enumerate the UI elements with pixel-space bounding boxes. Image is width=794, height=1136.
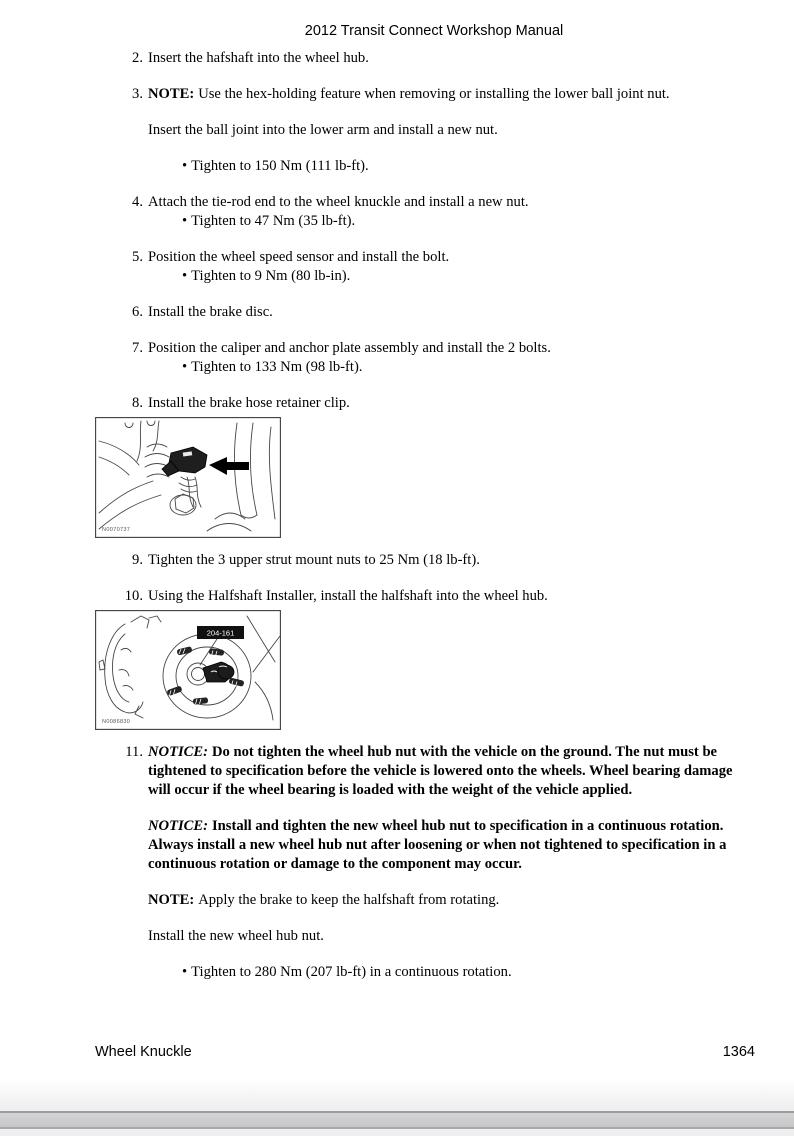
line-art-illustration [95,610,281,730]
step-number: 8. [132,395,143,411]
viewer-page-separator [0,1110,794,1136]
page-bottom-shadow [0,1078,794,1110]
step-text: Position the caliper and anchor plate assembly and install the 2 bolts. [148,340,551,356]
note-text: Apply the brake to keep the halfshaft from rotating. [198,892,500,908]
paragraph-ball-joint: Insert the ball joint into the lower arm and install a new nut. [148,122,498,138]
notice-text: Do not tighten the wheel hub nut with the vehicle on the ground. The nut must be tightened to specification before the vehicle is lowered onto the wheels. Wheel bearing damage will occur if the wheel bearing is loaded with the weight of the vehicle applied. [148,744,733,798]
step-number: 5. [132,249,143,265]
notice-text: Install and tighten the new wheel hub nut to specification in a continuous rotation. Always install a new wheel hub nut after loosening or when not tightened to specification in a continuous rotation or damage to the component may occur. [148,818,727,872]
step-5 [122,248,746,267]
step-text: Install the brake hose retainer clip. [148,395,350,411]
notice-label: NOTICE: [148,818,208,834]
torque-bullet-133nm [182,358,742,377]
paragraph-install-nut: Install the new wheel hub nut. [148,928,324,944]
step-text: Position the wheel speed sensor and install the bolt. [148,249,450,265]
figure-border [96,418,281,538]
torque-bullet-9nm [182,267,742,286]
bullet-icon: • [182,268,188,284]
figure-halfshaft-installer [95,610,281,730]
bullet-text: Tighten to 47 Nm (35 lb-ft). [191,213,356,229]
notice-label: NOTICE: [148,744,208,760]
step-number: 4. [132,194,143,210]
torque-bullet-150nm [182,157,742,176]
page-title: 2012 Transit Connect Workshop Manual [304,23,564,39]
step-number: 11. [125,744,143,760]
step-number: 3. [132,86,143,102]
step-number: 10. [124,588,143,604]
tool-number-label: 204-161 [206,628,235,638]
bullet-icon: • [182,158,188,174]
torque-bullet-47nm [182,212,742,231]
tool-callout [197,626,244,639]
step-number: 6. [132,304,143,320]
step-number: 7. [132,340,143,356]
bullet-text: Tighten to 133 Nm (98 lb-ft). [191,359,363,375]
footer-page-number: 1364 [722,1044,755,1060]
step-3 [122,85,746,104]
step-7 [122,339,746,358]
step-text [148,85,746,104]
note-paragraph [148,891,746,910]
step-number: 9. [132,552,143,568]
step-10 [122,587,746,606]
step-9 [122,551,746,570]
step-text: Tighten the 3 upper strut mount nuts to 25 Nm (18 lb-ft). [148,552,480,568]
notice-paragraph-2 [148,817,746,874]
separator-bar [0,1111,794,1129]
step-text: Using the Halfshaft Installer, install the halfshaft into the wheel hub. [148,588,548,604]
procedure-steps [102,49,746,982]
line-art-illustration [95,417,281,538]
bullet-icon: • [182,359,188,375]
step-2 [122,49,746,68]
step-11 [122,743,746,800]
figure-brake-hose-clip [95,417,281,538]
figure-label: N0086830 [102,719,131,725]
step-text [148,743,746,800]
step-6 [122,303,746,322]
bullet-text: Tighten to 280 Nm (207 lb-ft) in a continuous rotation. [191,964,512,980]
step-text: Insert the hafshaft into the wheel hub. [148,50,369,66]
bullet-text: Tighten to 9 Nm (80 lb-in). [191,268,351,284]
torque-bullet-280nm [182,963,742,982]
step-text: Attach the tie-rod end to the wheel knuckle and install a new nut. [148,194,529,210]
bullet-text: Tighten to 150 Nm (111 lb-ft). [191,158,369,174]
figure-label: N0070737 [102,527,131,533]
step-text-body: Use the hex-holding feature when removing or installing the lower ball joint nut. [198,86,670,102]
note-label: NOTE: [148,86,195,102]
note-label: NOTE: [148,892,195,908]
step-number: 2. [132,50,143,66]
bullet-icon: • [182,964,188,980]
bullet-icon: • [182,213,188,229]
step-8 [122,394,746,413]
footer-section-title: Wheel Knuckle [95,1044,192,1060]
step-text: Install the brake disc. [148,304,273,320]
page-footer [95,1044,755,1060]
step-4 [122,193,746,212]
